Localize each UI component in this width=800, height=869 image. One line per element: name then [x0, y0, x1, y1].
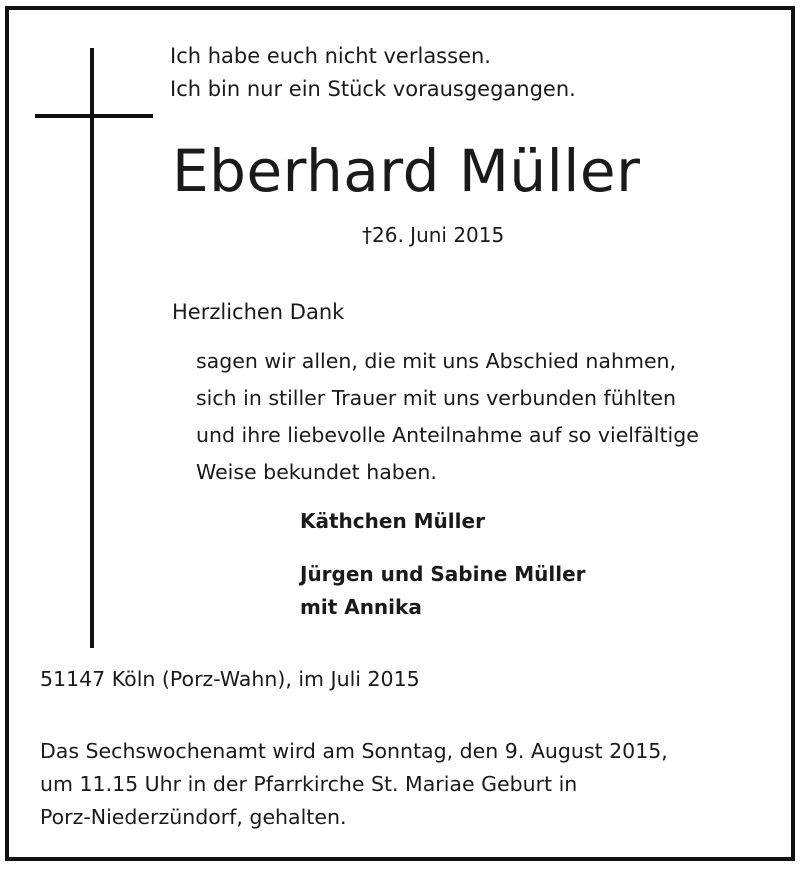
mourner-second — [300, 558, 586, 624]
service-line: Das Sechswochenamt wird am Sonntag, den 9. August 2015, — [40, 739, 668, 763]
deceased-name: Eberhard Müller — [172, 137, 641, 205]
motto-line-2: Ich bin nur ein Stück vorausgegangen. — [170, 77, 576, 101]
cross-icon-horizontal-bar — [35, 114, 153, 118]
service-line: um 11.15 Uhr in der Pfarrkirche St. Mariae Geburt in — [40, 772, 578, 796]
thanks-body — [196, 343, 699, 491]
thanks-line: und ihre liebevolle Anteilnahme auf so vielfältige — [196, 423, 699, 447]
thanks-line: Weise bekundet haben. — [196, 460, 437, 484]
motto — [170, 40, 576, 106]
mourner-name: Jürgen und Sabine Müller — [300, 562, 586, 586]
death-date: †26. Juni 2015 — [362, 223, 505, 247]
motto-line-1: Ich habe euch nicht verlassen. — [170, 44, 491, 68]
service-line: Porz-Niederzündorf, gehalten. — [40, 805, 347, 829]
thanks-line: sich in stiller Trauer mit uns verbunden fühlten — [196, 386, 677, 410]
service-notice — [40, 735, 668, 834]
mourner-name: Käthchen Müller — [300, 509, 485, 533]
mourner-name-continued: mit Annika — [300, 595, 422, 619]
thanks-heading: Herzlichen Dank — [172, 300, 345, 324]
thanks-line: sagen wir allen, die mit uns Abschied nahmen, — [196, 349, 677, 373]
place-date: 51147 Köln (Porz-Wahn), im Juli 2015 — [40, 667, 420, 691]
cross-icon-vertical-bar — [90, 48, 94, 648]
mourner-first — [300, 505, 485, 538]
